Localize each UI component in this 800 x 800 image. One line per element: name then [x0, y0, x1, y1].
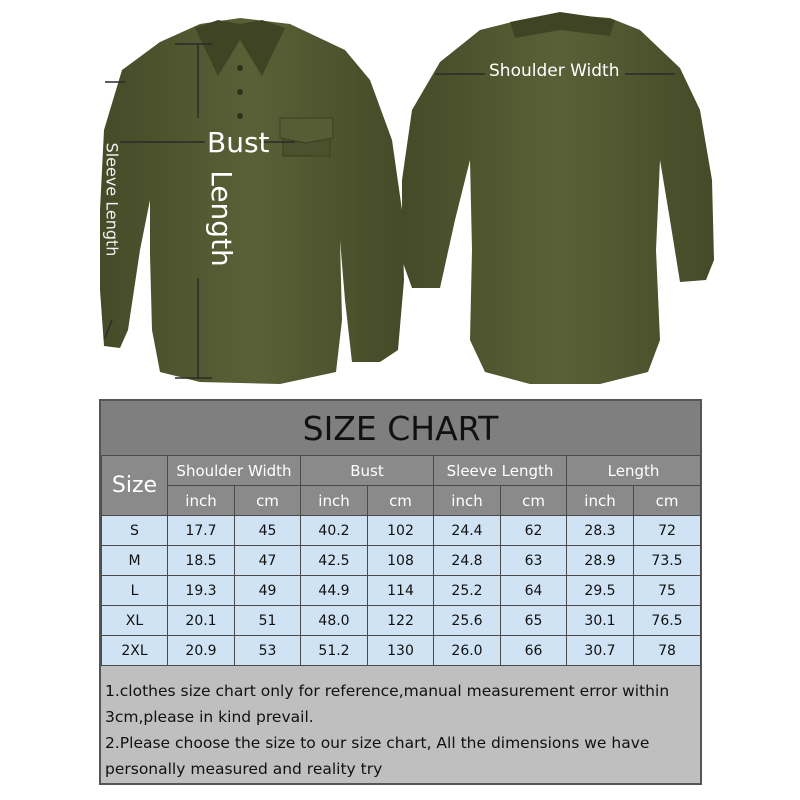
value-cell: 62	[501, 516, 567, 546]
group-header: Shoulder Width	[168, 456, 301, 486]
unit-header-row	[102, 486, 701, 516]
value-cell: 42.5	[301, 546, 368, 576]
group-header: Length	[567, 456, 701, 486]
size-cell: 2XL	[102, 636, 168, 666]
value-cell: 130	[368, 636, 434, 666]
length-label: Length	[204, 170, 238, 267]
chart-title: SIZE CHART	[101, 401, 700, 457]
value-cell: 24.8	[434, 546, 501, 576]
value-cell: 25.6	[434, 606, 501, 636]
sleeve-length-label: Sleeve Length	[102, 142, 122, 257]
unit-header: cm	[368, 486, 434, 516]
shoulder-width-label: Shoulder Width	[489, 61, 620, 81]
value-cell: 49	[235, 576, 301, 606]
value-cell: 30.1	[567, 606, 634, 636]
value-cell: 20.9	[168, 636, 235, 666]
bust-label: Bust	[207, 126, 270, 159]
value-cell: 29.5	[567, 576, 634, 606]
table-row	[102, 546, 701, 576]
value-cell: 66	[501, 636, 567, 666]
value-cell: 51.2	[301, 636, 368, 666]
table-row	[102, 516, 701, 546]
value-cell: 45	[235, 516, 301, 546]
size-rows	[102, 516, 701, 666]
value-cell: 24.4	[434, 516, 501, 546]
value-cell: 51	[235, 606, 301, 636]
size-chart	[99, 399, 702, 785]
unit-header: cm	[501, 486, 567, 516]
unit-header: inch	[567, 486, 634, 516]
value-cell: 108	[368, 546, 434, 576]
group-header-row	[102, 456, 701, 486]
value-cell: 48.0	[301, 606, 368, 636]
value-cell: 28.9	[567, 546, 634, 576]
value-cell: 114	[368, 576, 434, 606]
unit-header: cm	[235, 486, 301, 516]
front-shirt	[100, 18, 404, 384]
value-cell: 75	[634, 576, 701, 606]
value-cell: 63	[501, 546, 567, 576]
value-cell: 73.5	[634, 546, 701, 576]
value-cell: 20.1	[168, 606, 235, 636]
value-cell: 44.9	[301, 576, 368, 606]
value-cell: 40.2	[301, 516, 368, 546]
size-cell: XL	[102, 606, 168, 636]
value-cell: 78	[634, 636, 701, 666]
size-table	[101, 455, 701, 666]
table-row	[102, 606, 701, 636]
size-cell: S	[102, 516, 168, 546]
value-cell: 47	[235, 546, 301, 576]
value-cell: 72	[634, 516, 701, 546]
size-header: Size	[102, 456, 168, 516]
unit-header: cm	[634, 486, 701, 516]
product-photos	[0, 0, 800, 392]
value-cell: 18.5	[168, 546, 235, 576]
value-cell: 25.2	[434, 576, 501, 606]
value-cell: 26.0	[434, 636, 501, 666]
note-1: 1.clothes size chart only for reference,manual measurement error within 3cm,please in kind prevail.	[105, 682, 670, 726]
value-cell: 28.3	[567, 516, 634, 546]
unit-header: inch	[301, 486, 368, 516]
size-notes	[101, 675, 700, 783]
group-header: Sleeve Length	[434, 456, 567, 486]
value-cell: 19.3	[168, 576, 235, 606]
value-cell: 102	[368, 516, 434, 546]
value-cell: 53	[235, 636, 301, 666]
value-cell: 65	[501, 606, 567, 636]
unit-header: inch	[168, 486, 235, 516]
table-row	[102, 576, 701, 606]
value-cell: 76.5	[634, 606, 701, 636]
size-cell: L	[102, 576, 168, 606]
size-cell: M	[102, 546, 168, 576]
value-cell: 17.7	[168, 516, 235, 546]
value-cell: 64	[501, 576, 567, 606]
group-header: Bust	[301, 456, 434, 486]
unit-header: inch	[434, 486, 501, 516]
note-2: 2.Please choose the size to our size chart, All the dimensions we have personally measured and reality try	[105, 734, 650, 778]
table-row	[102, 636, 701, 666]
value-cell: 122	[368, 606, 434, 636]
value-cell: 30.7	[567, 636, 634, 666]
